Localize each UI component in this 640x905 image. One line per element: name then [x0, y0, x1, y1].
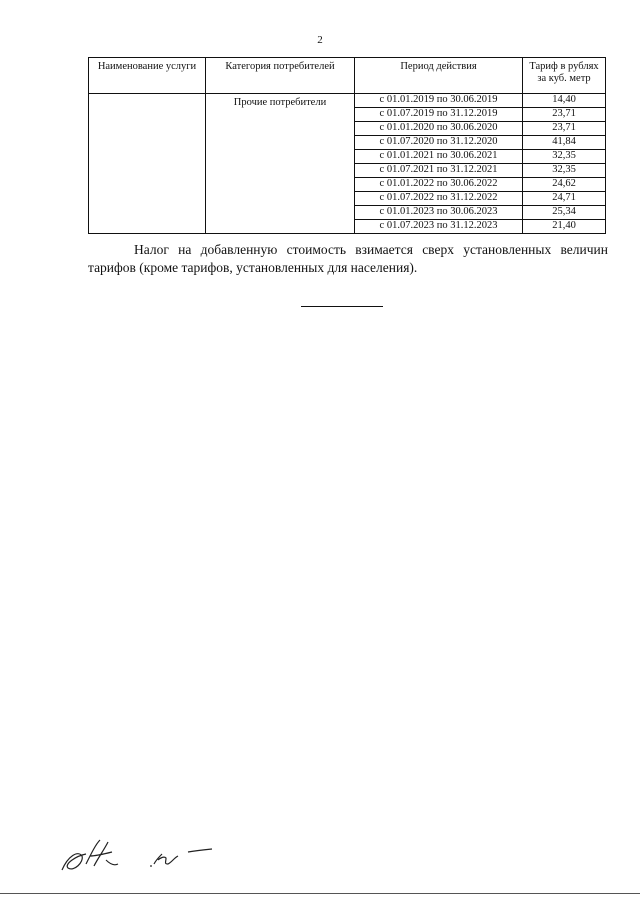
- page-number: 2: [317, 34, 323, 46]
- tariff-cell: 32,35: [523, 150, 606, 164]
- table-body: [89, 94, 606, 234]
- service-cell: [89, 94, 206, 234]
- tariff-cell: 14,40: [523, 94, 606, 108]
- end-of-document-rule: [301, 306, 383, 307]
- period-cell: с 01.01.2021 по 30.06.2021: [355, 150, 523, 164]
- tariff-cell: 21,40: [523, 220, 606, 234]
- category-cell: Прочие потребители: [206, 94, 355, 234]
- period-cell: с 01.01.2020 по 30.06.2020: [355, 122, 523, 136]
- period-cell: с 01.01.2022 по 30.06.2022: [355, 178, 523, 192]
- period-cell: с 01.07.2023 по 31.12.2023: [355, 220, 523, 234]
- tariff-cell: 41,84: [523, 136, 606, 150]
- period-cell: с 01.07.2021 по 31.12.2021: [355, 164, 523, 178]
- table-header-row: [89, 58, 606, 94]
- period-cell: с 01.07.2022 по 31.12.2022: [355, 192, 523, 206]
- table-row: [89, 94, 606, 108]
- handwritten-signature: [56, 826, 226, 886]
- period-cell: с 01.07.2020 по 31.12.2020: [355, 136, 523, 150]
- tariff-table: [88, 57, 606, 234]
- period-cell: с 01.01.2023 по 30.06.2023: [355, 206, 523, 220]
- period-cell: с 01.01.2019 по 30.06.2019: [355, 94, 523, 108]
- period-cell: с 01.07.2019 по 31.12.2019: [355, 108, 523, 122]
- tariff-cell: 23,71: [523, 122, 606, 136]
- vat-note-text: Налог на добавленную стоимость взимается сверх установленных величин тарифов (кроме тарифов, установленных для населения).: [88, 242, 608, 275]
- vat-note: [88, 241, 608, 277]
- tariff-cell: 25,34: [523, 206, 606, 220]
- page-bottom-rule: [0, 893, 640, 894]
- signature-graphic: [56, 826, 226, 881]
- tariff-cell: 24,62: [523, 178, 606, 192]
- tariff-cell: 23,71: [523, 108, 606, 122]
- tariff-cell: 32,35: [523, 164, 606, 178]
- header-service: Наименование услуги: [89, 58, 206, 94]
- header-tariff: Тариф в рублях за куб. метр: [523, 58, 606, 94]
- tariff-cell: 24,71: [523, 192, 606, 206]
- header-category: Категория потребителей: [206, 58, 355, 94]
- header-period: Период действия: [355, 58, 523, 94]
